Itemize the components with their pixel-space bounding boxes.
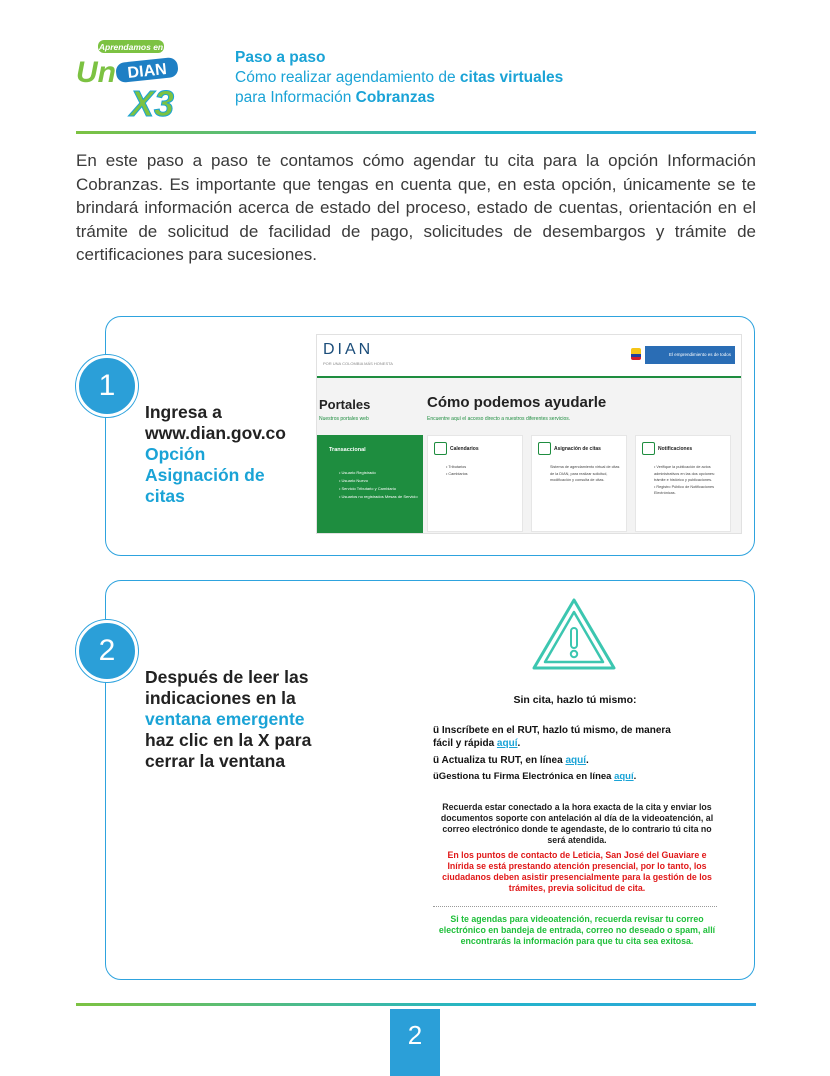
dian-logo: DIAN [323, 341, 374, 358]
footer-divider [76, 1003, 756, 1006]
notification-icon [642, 442, 655, 455]
popup-item-rut: ü Inscríbete en el RUT, hazlo tú mismo, de manera fácil y rápida aquí. [433, 725, 671, 749]
popup-reminder: Recuerda estar conectado a la hora exacta de la cita y enviar los documentos soporte con antelación al día de la videoatención, al correo electrónico donde te agendaste, de lo contrario tú cita no será atendida. [440, 802, 714, 845]
colombia-flag-icon [631, 348, 641, 360]
calendar-icon [434, 442, 447, 455]
dian-website-screenshot: DIAN POR UNA COLOMBIA MÁS HONESTA El emprendimiento es de todos Portales Nuestros portales web Cómo podemos ayudarle Encuentre aquí el acceso directo a nuestros diferentes servicios. Transaccional • Usuario Registrado • Usuario Nuevo • Servicio Tributario y Cambiario • Usuarios no registrados Mesas de Servicio Calendarios • Tributarios • Cambiarios Asignación de citas Sistema de agendamiento virtual de citas de la DIAN, para realizar solicitud, modificación y consulta de citas. Notificaciones • Verifique la publicación de actos administrativos en las dos opciones: trámite e histórico y publicaciones. • Registro Público de Notificaciones Electrónicas. [316, 334, 742, 534]
un-dian-x3-logo [74, 40, 186, 118]
header-divider [76, 131, 756, 134]
logo-un: Un [76, 56, 116, 89]
link-aqui-3[interactable]: aquí [614, 771, 634, 782]
link-aqui-1[interactable]: aquí [496, 738, 518, 749]
popup-item-actualiza: ü Actualiza tu RUT, en línea aquí. [433, 755, 589, 766]
warning-icon [530, 596, 618, 674]
header-line-3: para Información Cobranzas [235, 89, 435, 106]
transaccional-panel: Transaccional • Usuario Registrado • Usuario Nuevo • Servicio Tributario y Cambiario • Usuarios no registrados Mesas de Servicio [317, 435, 423, 533]
logo-x3: X3 [130, 83, 175, 118]
link-aqui-2[interactable]: aquí [565, 755, 586, 766]
popup-divider [433, 906, 717, 907]
appointment-icon [538, 442, 551, 455]
intro-paragraph: En este paso a paso te contamos cómo agendar tu cita para la opción Información Cobranzas. Es importante que tengas en cuenta que, en esta opción, únicamente se te brindará información acerca de estado del proceso, estado de cuentas, orientación en el trámite de solicitud de facilidad de pago, solicitudes de desembargos y trámite de certificaciones para sucesiones. [76, 151, 756, 264]
logo-top-text: Aprendamos en [98, 42, 164, 52]
popup-presencial-notice: En los puntos de contacto de Leticia, San José del Guaviare e Inírida se está prestando atención presencial, por lo tanto, los ciudadanos deben asistir presencialmente para la gestión de los trámites, previa solicitud de cita. [442, 850, 712, 893]
popup-title: Sin cita, hazlo tú mismo: [513, 694, 637, 706]
page-number: 2 [390, 1009, 440, 1076]
step-1-text: Ingresa a www.dian.gov.co Opción Asignación de citas [145, 402, 286, 506]
step-2-text: Después de leer las indicaciones en la ventana emergente haz clic en la X para cerrar la ventana [145, 667, 312, 771]
popup-video-notice: Si te agendas para videoatención, recuerda revisar tu correo electrónico en bandeja de entrada, correo no deseado o spam, allí encontrarás la información para que tu cita sea exitosa. [438, 914, 716, 946]
gov-badge: El emprendimiento es de todos [645, 346, 735, 364]
logo-dian: DIAN [126, 60, 168, 82]
popup-item-firma: üGestiona tu Firma Electrónica en línea aquí. [433, 771, 637, 782]
step-2-badge: 2 [76, 620, 138, 682]
calendarios-box: Calendarios • Tributarios • Cambiarios [427, 435, 523, 532]
step-1-badge: 1 [76, 355, 138, 417]
notificaciones-box: Notificaciones • Verifique la publicación de actos administrativos en las dos opciones: trámite e histórico y publicaciones. • Registro Público de Notificaciones Electrónicas. [635, 435, 731, 532]
header-title [235, 48, 563, 108]
header-line-1: Paso a paso [235, 49, 326, 66]
header-line-2: Cómo realizar agendamiento de citas virtuales [235, 69, 564, 86]
popup-window-screenshot [425, 596, 725, 966]
asignacion-citas-box: Asignación de citas Sistema de agendamiento virtual de citas de la DIAN, para realizar solicitud, modificación y consulta de citas. [531, 435, 627, 532]
